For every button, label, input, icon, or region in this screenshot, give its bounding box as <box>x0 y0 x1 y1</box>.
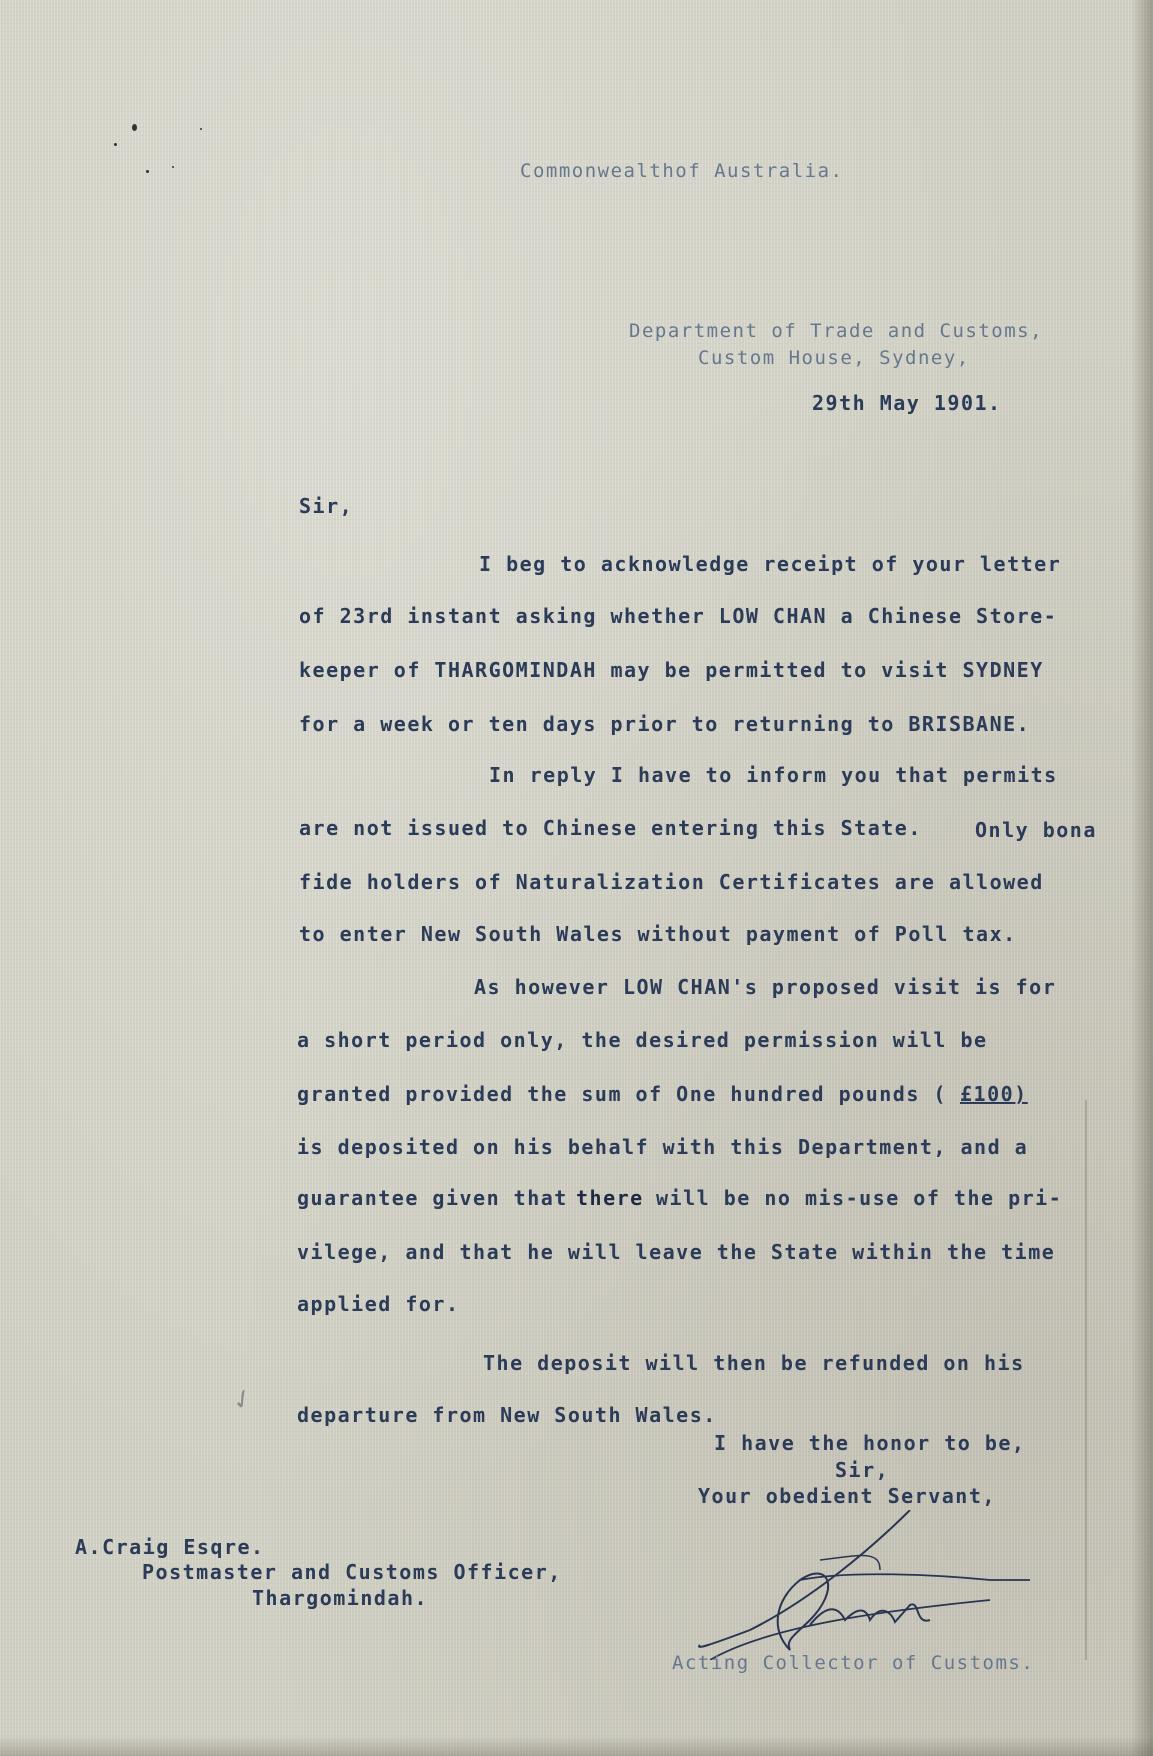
letterhead-department: Department of Trade and Customs, <box>629 320 1044 342</box>
addressee-position: Postmaster and Customs Officer, <box>142 1560 562 1584</box>
letter-date: 29th May 1901. <box>812 391 1002 415</box>
letterhead-address: Custom House, Sydney, <box>698 347 970 369</box>
body-line: are not issued to Chinese entering this State. <box>299 816 922 840</box>
body-line: a short period only, the desired permission will be <box>297 1028 988 1052</box>
body-line: to enter New South Wales without payment of Poll tax. <box>299 922 1017 946</box>
body-line: As however LOW CHAN's proposed visit is for <box>474 975 1057 999</box>
addressee-place: Thargomindah. <box>252 1586 429 1610</box>
handwritten-signature <box>690 1510 1050 1660</box>
body-line: fide holders of Naturalization Certificates are allowed <box>299 870 1044 894</box>
body-line: guarantee given that <box>297 1186 568 1210</box>
paper-crease <box>1085 1100 1087 1660</box>
body-line: is deposited on his behalf with this Department, and a <box>297 1135 1029 1159</box>
body-line: granted provided the sum of One hundred pounds ( <box>297 1082 947 1106</box>
salutation: Sir, <box>299 494 354 518</box>
closing-line: Your obedient Servant, <box>698 1484 996 1508</box>
body-line: of 23rd instant asking whether LOW CHAN a Chinese Store- <box>299 604 1058 628</box>
overtyped-word: there <box>576 1186 644 1210</box>
paper-bottom-shadow <box>0 1736 1153 1756</box>
body-line: In reply I have to inform you that permits <box>489 763 1058 787</box>
body-line: Only bona <box>975 818 1097 842</box>
body-line: for a week or ten days prior to returning to BRISBANE. <box>299 712 1031 736</box>
body-line: keeper of THARGOMINDAH may be permitted to visit SYDNEY <box>299 658 1044 682</box>
body-line: vilege, and that he will leave the State within the time <box>297 1240 1056 1264</box>
signatory-title: Acting Collector of Customs. <box>672 1652 1035 1674</box>
addressee-name: A.Craig Esqre. <box>75 1535 265 1559</box>
paper-edge-shadow <box>1131 0 1153 1756</box>
body-line: The deposit will then be refunded on his <box>483 1351 1025 1375</box>
body-line: will be no mis-use of the pri- <box>656 1186 1063 1210</box>
pencil-annotation-icon: ✓ <box>225 1381 260 1419</box>
body-line: applied for. <box>297 1292 460 1316</box>
letterhead-title: Commonwealthof Australia. <box>520 160 844 182</box>
body-line: I beg to acknowledge receipt of your letter <box>479 552 1062 576</box>
amount-underlined: £100) <box>960 1082 1028 1106</box>
closing-line: I have the honor to be, <box>714 1431 1026 1455</box>
closing-line: Sir, <box>835 1458 890 1482</box>
body-line: departure from New South Wales. <box>297 1403 717 1427</box>
